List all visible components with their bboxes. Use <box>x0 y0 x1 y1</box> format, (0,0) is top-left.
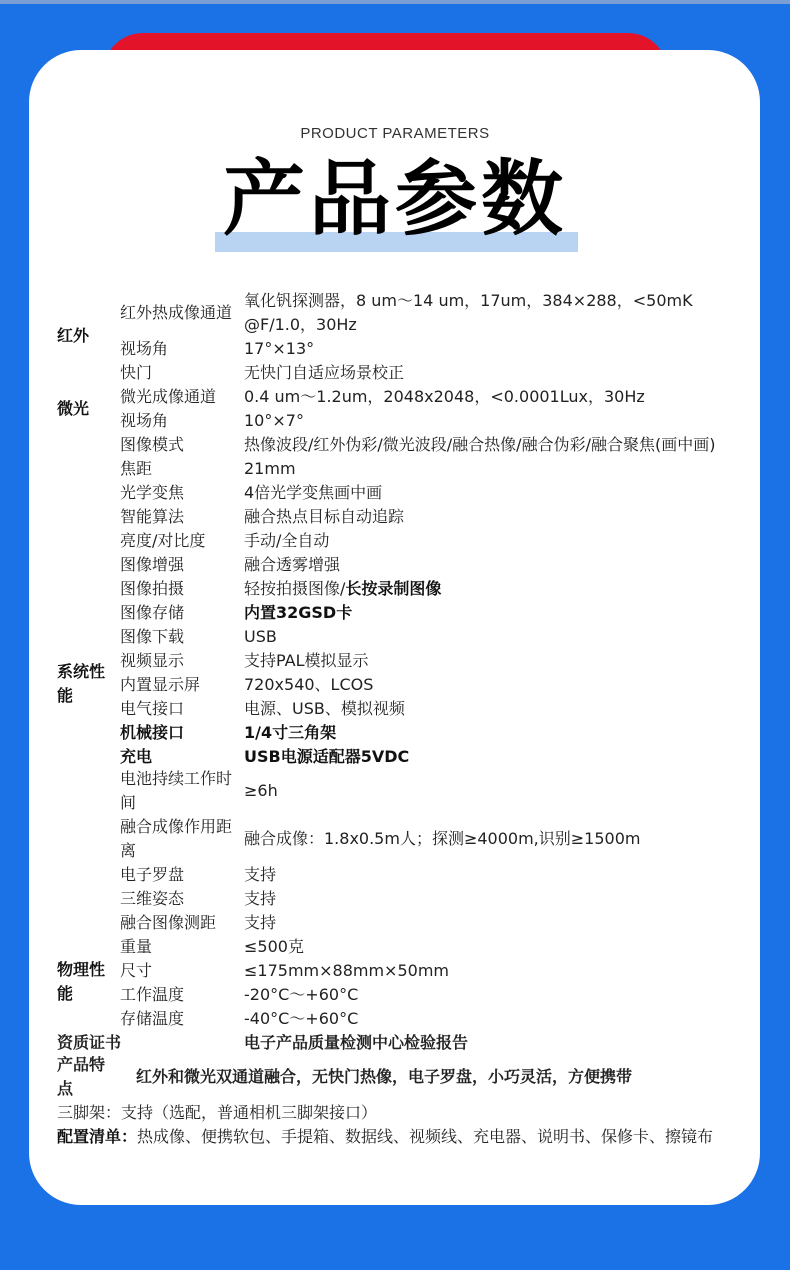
group-lowlight: 微光 <box>57 399 90 418</box>
spec-label: 存储温度 <box>120 1009 185 1028</box>
spec-label: 尺寸 <box>120 961 153 980</box>
spec-label: 快门 <box>120 363 153 382</box>
spec-value: 融合透雾增强 <box>244 555 341 574</box>
features-label: 产品特点 <box>57 1055 106 1098</box>
group-system: 系统性能 <box>57 662 106 705</box>
spec-value <box>244 577 744 601</box>
spec-value-bold-part: 长按录制图像 <box>345 579 442 598</box>
spec-label: 融合成像作用距离 <box>120 817 233 860</box>
spec-value: 1/4寸三角架 <box>244 723 337 742</box>
spec-label: 充电 <box>120 747 153 766</box>
spec-value: 融合成像：1.8x0.5m人；探测≥4000m,识别≥1500m <box>244 829 641 848</box>
spec-label: 视场角 <box>120 411 169 430</box>
spec-value: 4倍光学变焦画中画 <box>244 483 383 502</box>
spec-label: 红外热成像通道 <box>120 303 233 322</box>
spec-value: USB电源适配器5VDC <box>244 747 410 766</box>
spec-label: 微光成像通道 <box>120 387 217 406</box>
spec-label: 融合图像测距 <box>120 913 217 932</box>
spec-value: 内置32GSD卡 <box>244 603 353 622</box>
spec-label: 三维姿态 <box>120 889 185 908</box>
spec-label: 内置显示屏 <box>120 675 201 694</box>
spec-label: 视频显示 <box>120 651 185 670</box>
spec-label: 亮度/对比度 <box>120 531 206 550</box>
certificate-label: 资质证书 <box>57 1033 122 1052</box>
spec-value: 支持PAL模拟显示 <box>244 651 369 670</box>
features-value: 红外和微光双通道融合，无快门热像，电子罗盘，小巧灵活，方便携带 <box>136 1067 633 1086</box>
spec-value: -40°C～+60°C <box>244 1009 359 1028</box>
spec-label: 电子罗盘 <box>120 865 185 884</box>
spec-label: 智能算法 <box>120 507 185 526</box>
spec-value: 电源、USB、模拟视频 <box>244 699 405 718</box>
spec-label: 图像存储 <box>120 603 185 622</box>
spec-value: 无快门自适应场景校正 <box>244 363 405 382</box>
config-list <box>57 1125 713 1149</box>
config-label: 配置清单： <box>57 1127 138 1146</box>
spec-label: 电池持续工作时间 <box>120 769 233 812</box>
certificate-value: 电子产品质量检测中心检验报告 <box>244 1033 469 1052</box>
spec-value: 支持 <box>244 889 277 908</box>
spec-label: 视场角 <box>120 339 169 358</box>
spec-value: 氧化钒探测器，8 um～14 um，17um，384×288，<50mK @F/1.0，30Hz <box>244 291 693 334</box>
spec-label: 焦距 <box>120 459 153 478</box>
spec-value: 21mm <box>244 459 296 478</box>
group-infrared: 红外 <box>57 326 90 345</box>
page-subtitle: PRODUCT PARAMETERS <box>300 125 490 142</box>
spec-value: 0.4 um～1.2um，2048x2048，<0.0001Lux，30Hz <box>244 387 645 406</box>
spec-value: -20°C～+60°C <box>244 985 359 1004</box>
spec-value: ≥6h <box>244 781 278 800</box>
spec-value: 支持 <box>244 865 277 884</box>
spec-value: USB <box>244 627 277 646</box>
spec-value: 17°×13° <box>244 339 315 358</box>
spec-value: 10°×7° <box>244 411 304 430</box>
spec-value: 手动/全自动 <box>244 531 330 550</box>
spec-value: 支持 <box>244 913 277 932</box>
spec-value: ≤175mm×88mm×50mm <box>244 961 449 980</box>
spec-label: 图像下载 <box>120 627 185 646</box>
spec-value: 热像波段/红外伪彩/微光波段/融合热像/融合伪彩/融合聚焦(画中画) <box>244 435 716 454</box>
spec-value: 融合热点目标自动追踪 <box>244 507 405 526</box>
page-title: 产品参数 <box>222 152 567 247</box>
spec-label: 图像拍摄 <box>120 579 185 598</box>
spec-value: 720x540、LCOS <box>244 675 374 694</box>
spec-label: 电气接口 <box>120 699 185 718</box>
spec-value: ≤500克 <box>244 937 304 956</box>
config-value: 热成像、便携软包、手提箱、数据线、视频线、充电器、说明书、保修卡、擦镜布 <box>137 1127 714 1146</box>
spec-label: 图像模式 <box>120 435 185 454</box>
top-border <box>0 0 790 4</box>
group-physical: 物理性能 <box>57 960 106 1003</box>
spec-label: 工作温度 <box>120 985 185 1004</box>
spec-value-part: 轻按拍摄图像/ <box>244 579 346 598</box>
spec-label: 重量 <box>120 937 153 956</box>
spec-label: 图像增强 <box>120 555 185 574</box>
spec-label: 机械接口 <box>120 723 185 742</box>
tripod-info: 三脚架：支持（选配，普通相机三脚架接口） <box>57 1103 378 1122</box>
spec-label: 光学变焦 <box>120 483 185 502</box>
